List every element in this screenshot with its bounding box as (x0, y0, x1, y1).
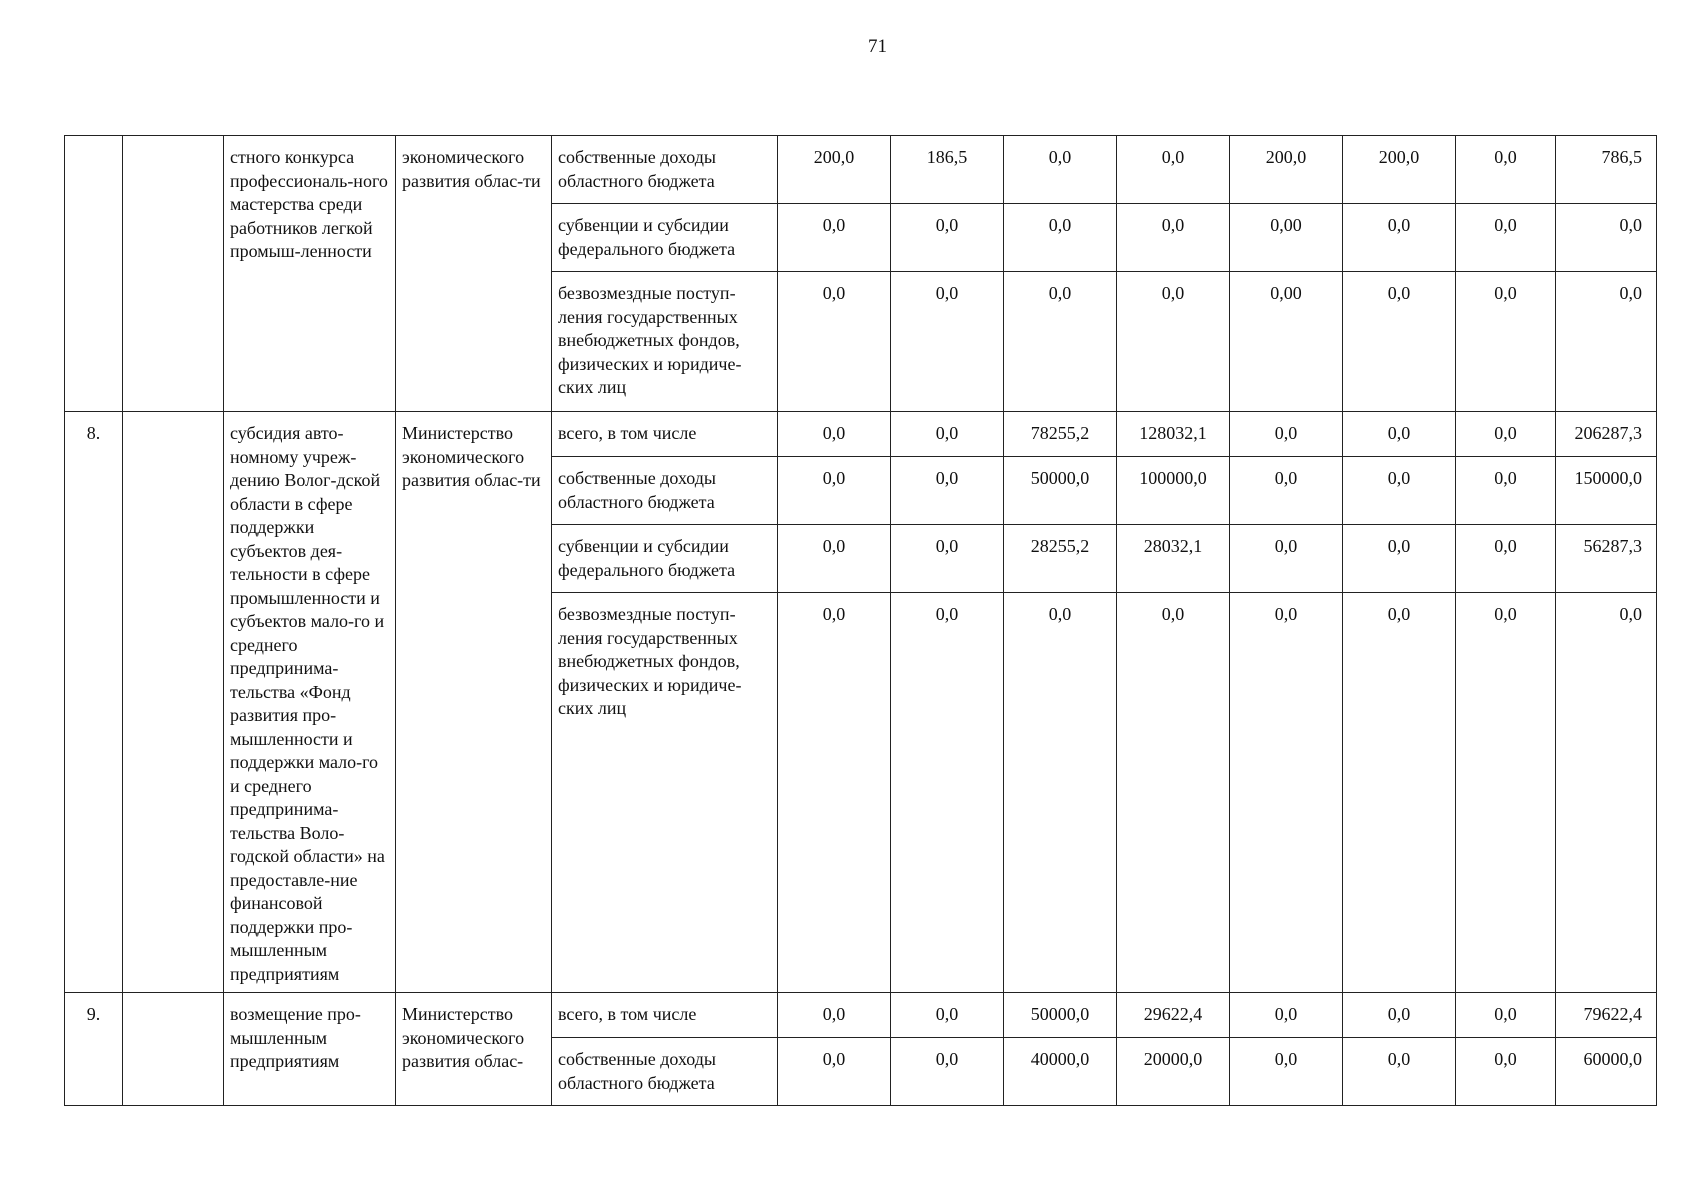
amount-cell: 0,0 (778, 272, 891, 412)
row-index: 8. (65, 412, 123, 993)
amount-cell: 28255,2 (1004, 525, 1117, 593)
amount-cell: 0,0 (1004, 204, 1117, 272)
executor: Министерство экономического развития облас- (396, 993, 552, 1106)
amount-cell: 200,0 (1230, 136, 1343, 204)
amount-cell: 0,0 (1230, 1038, 1343, 1106)
funding-source: субвенции и субсидии федерального бюджета (552, 204, 778, 272)
empty-cell (123, 136, 224, 412)
amount-cell: 28032,1 (1117, 525, 1230, 593)
amount-cell: 50000,0 (1004, 993, 1117, 1038)
amount-cell: 56287,3 (1556, 525, 1657, 593)
amount-cell: 200,0 (1343, 136, 1456, 204)
amount-cell: 0,0 (1456, 525, 1556, 593)
amount-cell: 0,0 (891, 525, 1004, 593)
amount-cell: 0,0 (1343, 272, 1456, 412)
measure-name: стного конкурса профессиональ-ного мастерства среди работников легкой промыш-ленности (224, 136, 396, 412)
table-row (65, 136, 1657, 204)
amount-cell: 29622,4 (1117, 993, 1230, 1038)
amount-cell: 0,0 (778, 525, 891, 593)
executor: Министерство экономического развития облас-ти (396, 412, 552, 993)
amount-cell: 0,0 (1456, 136, 1556, 204)
amount-cell: 78255,2 (1004, 412, 1117, 457)
amount-cell: 60000,0 (1556, 1038, 1657, 1106)
amount-cell: 0,0 (1343, 1038, 1456, 1106)
row-index: 9. (65, 993, 123, 1106)
page-number: 71 (868, 36, 887, 57)
amount-cell: 0,0 (1004, 593, 1117, 993)
amount-cell: 200,0 (778, 136, 891, 204)
amount-cell: 0,0 (1456, 593, 1556, 993)
amount-cell: 0,0 (891, 1038, 1004, 1106)
amount-cell: 0,0 (891, 457, 1004, 525)
amount-cell: 0,0 (1556, 272, 1657, 412)
amount-cell: 0,0 (891, 593, 1004, 993)
amount-cell: 206287,3 (1556, 412, 1657, 457)
amount-cell: 0,0 (778, 1038, 891, 1106)
amount-cell: 0,0 (1230, 993, 1343, 1038)
amount-cell: 50000,0 (1004, 457, 1117, 525)
row-index (65, 136, 123, 412)
amount-cell: 0,0 (1117, 204, 1230, 272)
amount-cell: 0,0 (1230, 593, 1343, 993)
amount-cell: 0,0 (1456, 412, 1556, 457)
amount-cell: 0,0 (1004, 136, 1117, 204)
table-row (65, 412, 1657, 457)
funding-source: субвенции и субсидии федерального бюджета (552, 525, 778, 593)
measure-name: возмещение про-мышленным предприятиям (224, 993, 396, 1106)
amount-cell: 0,0 (1343, 525, 1456, 593)
amount-cell: 0,0 (1343, 993, 1456, 1038)
amount-cell: 0,0 (1456, 457, 1556, 525)
amount-cell: 0,0 (1456, 272, 1556, 412)
amount-cell: 0,00 (1230, 204, 1343, 272)
amount-cell: 0,0 (778, 593, 891, 993)
amount-cell: 0,0 (1343, 412, 1456, 457)
amount-cell: 0,0 (1230, 412, 1343, 457)
amount-cell: 20000,0 (1117, 1038, 1230, 1106)
amount-cell: 100000,0 (1117, 457, 1230, 525)
empty-cell (123, 993, 224, 1106)
budget-table (64, 135, 1657, 1106)
amount-cell: 0,0 (1556, 204, 1657, 272)
amount-cell: 0,0 (1556, 593, 1657, 993)
funding-source: собственные доходы областного бюджета (552, 136, 778, 204)
amount-cell: 40000,0 (1004, 1038, 1117, 1106)
amount-cell: 0,0 (1004, 272, 1117, 412)
amount-cell: 0,00 (1230, 272, 1343, 412)
funding-source: всего, в том числе (552, 412, 778, 457)
amount-cell: 0,0 (891, 272, 1004, 412)
funding-source: безвозмездные поступ-ления государственных внебюджетных фондов, физических и юридиче-ских лиц (552, 593, 778, 993)
executor: экономического развития облас-ти (396, 136, 552, 412)
amount-cell: 0,0 (778, 993, 891, 1038)
amount-cell: 0,0 (1343, 204, 1456, 272)
amount-cell: 0,0 (1117, 593, 1230, 993)
amount-cell: 0,0 (778, 457, 891, 525)
amount-cell: 0,0 (1456, 993, 1556, 1038)
amount-cell: 0,0 (1343, 457, 1456, 525)
funding-source: собственные доходы областного бюджета (552, 457, 778, 525)
amount-cell: 0,0 (1230, 525, 1343, 593)
amount-cell: 0,0 (1117, 272, 1230, 412)
measure-name: субсидия авто-номному учреж-дению Волог-дской области в сфере поддержки субъектов дея-тельности в сфере промышленности и субъектов мало-го и среднего предпринима-тельства «Фонд развития про-мышленности и поддержки мало-го и среднего предпринима-тельства Воло-годской области» на предоставле-ние финансовой поддержки про-мышленным предприятиям (224, 412, 396, 993)
amount-cell: 0,0 (1230, 457, 1343, 525)
amount-cell: 0,0 (778, 412, 891, 457)
funding-source: собственные доходы областного бюджета (552, 1038, 778, 1106)
funding-source: всего, в том числе (552, 993, 778, 1038)
amount-cell: 0,0 (891, 993, 1004, 1038)
amount-cell: 0,0 (1343, 593, 1456, 993)
amount-cell: 0,0 (1456, 204, 1556, 272)
amount-cell: 786,5 (1556, 136, 1657, 204)
amount-cell: 0,0 (778, 204, 891, 272)
amount-cell: 0,0 (891, 412, 1004, 457)
amount-cell: 0,0 (1456, 1038, 1556, 1106)
amount-cell: 79622,4 (1556, 993, 1657, 1038)
empty-cell (123, 412, 224, 993)
amount-cell: 0,0 (1117, 136, 1230, 204)
table-row (65, 993, 1657, 1038)
amount-cell: 128032,1 (1117, 412, 1230, 457)
amount-cell: 150000,0 (1556, 457, 1657, 525)
amount-cell: 186,5 (891, 136, 1004, 204)
funding-source: безвозмездные поступ-ления государственных внебюджетных фондов, физических и юридиче-ских лиц (552, 272, 778, 412)
amount-cell: 0,0 (891, 204, 1004, 272)
